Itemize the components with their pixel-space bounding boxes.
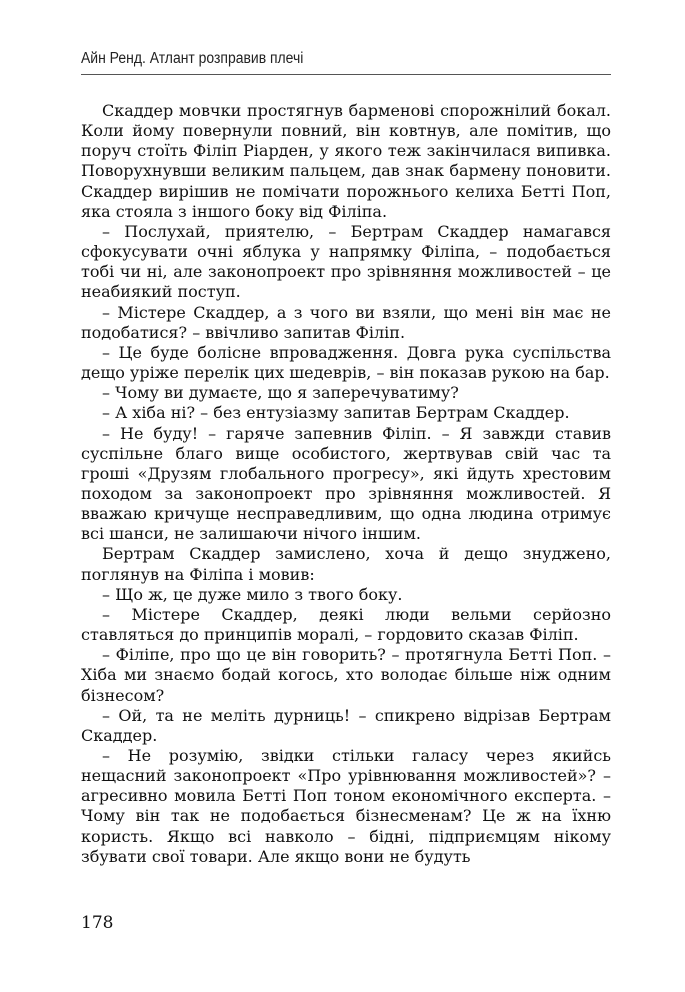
- paragraph: Бертрам Скаддер замислено, хоча й дещо знуджено, поглянув на Філіпа і мовив:: [81, 544, 611, 584]
- paragraph: – Не розумію, звідки стільки галасу через якийсь нещасний законопроект «Про урівнювання можливостей»? – агресивно мовила Бетті Поп тоном економічного експерта. – Чому він так не подобається бізнесменам? Це ж на їхню користь. Якщо всі навколо – бідні, підприємцям нікому збувати свої товари. Але якщо вони не будуть: [81, 746, 611, 866]
- body-text: [81, 101, 611, 867]
- paragraph: – Що ж, це дуже мило з твого боку.: [102, 584, 403, 604]
- paragraph: – Ой, та не меліть дурниць! – спикрено відрізав Бертрам Скаддер.: [81, 705, 611, 745]
- paragraph: – Послухай, приятелю, – Бертрам Скаддер намагався сфокусувати очні яблука у напрямку Філіпа, – подобається тобі чи ні, але законопроект про зрівняння можливостей – це неабиякий поступ.: [81, 221, 611, 302]
- paragraph: Скаддер мовчки простягнув барменові спорожнілий бокал. Коли йому повернули повний, він ковтнув, але помітив, що поруч стоїть Філіп Ріарден, у якого теж закінчилася випивка. Поворухнувши великим пальцем, дав знак бармену поновити. Скаддер вирішив не помічати порожнього келиха Бетті Поп, яка стояла з іншого боку від Філіпа.: [81, 101, 611, 221]
- paragraph: – Містере Скаддер, деякі люди вельми серйозно ставляться до принципів моралі, – гордовито сказав Філіп.: [81, 604, 611, 645]
- paragraph: – Містере Скаддер, а з чого ви взяли, що мені він має не подобатися? – ввічливо запитав Філіп.: [81, 302, 611, 342]
- paragraph: – Філіпе, про що це він говорить? – протягнула Бетті Поп. – Хіба ми знаємо бодай когось, хто володає більше ніж одним бізнесом?: [81, 645, 611, 705]
- header-rule: [81, 74, 611, 75]
- paragraph: – А хіба ні? – без ентузіазму запитав Бертрам Скаддер.: [102, 403, 570, 423]
- page-number: 178: [81, 913, 114, 933]
- running-header: Айн Ренд. Атлант розправив плечі: [81, 50, 304, 67]
- paragraph: – Чому ви думаєте, що я заперечуватиму?: [102, 383, 459, 403]
- paragraph: – Не буду! – гаряче запевнив Філіп. – Я завжди ставив суспільне благо вище особистого, жертвував свій час та гроші «Друзям глобального прогресу», які йдуть хрестовим походом за законопроект про зрівняння можливостей. Я вважаю кричуще несправедливим, що одна людина отримує всі шанси, не залишаючи нічого іншим.: [81, 423, 611, 544]
- paragraph: – Це буде болісне впровадження. Довга рука суспільства дещо уріже перелік цих шедеврів, – він показав рукою на бар.: [81, 342, 611, 383]
